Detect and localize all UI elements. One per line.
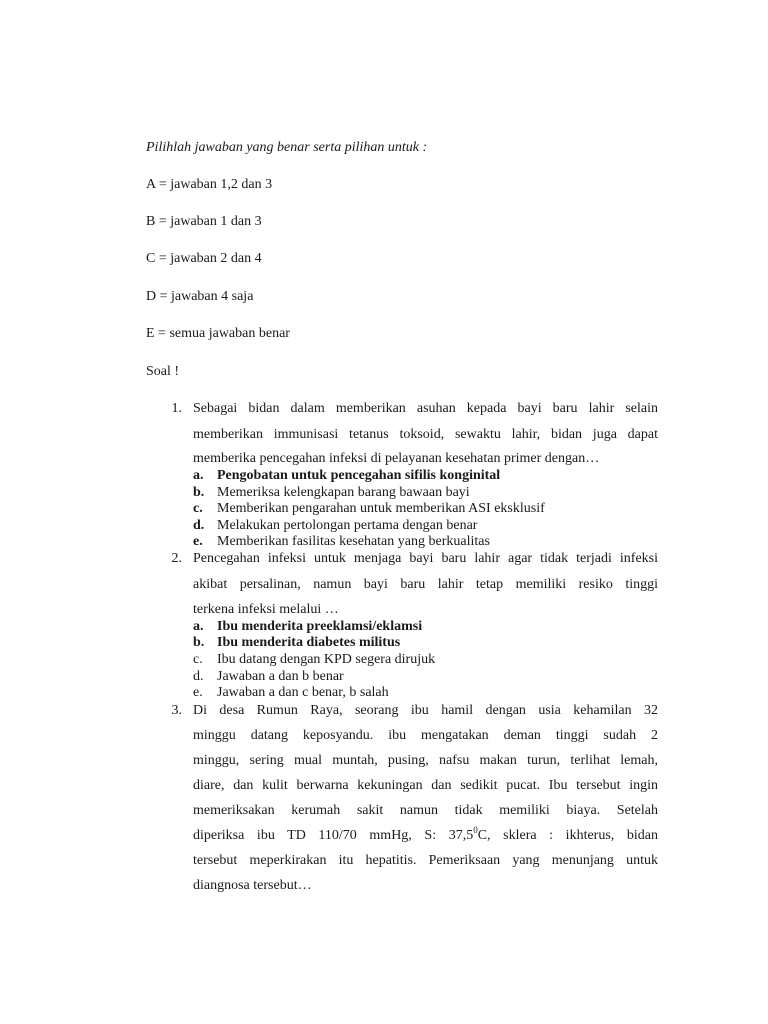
- question-text-line: tersebut meperkirakan itu hepatitis. Pemeriksaan yang menunjang untuk: [193, 853, 658, 868]
- degree-superscript: 0: [473, 825, 478, 835]
- option-e: E = semua jawaban benar: [146, 326, 290, 341]
- question-text-line: Pencegahan infeksi untuk menjaga bayi baru lahir agar tidak terjadi infeksi: [193, 551, 658, 566]
- answer-letter: c.: [193, 501, 203, 516]
- question-text-line: [193, 825, 658, 844]
- question-text-line: minggu, sering mual muntah, pusing, nafsu makan turun, terlihat lemah,: [193, 753, 658, 768]
- answer-text: Pengobatan untuk pencegahan sifilis konginital: [217, 468, 501, 483]
- answer-text: Memeriksa kelengkapan barang bawaan bayi: [217, 485, 470, 500]
- answer-text: Jawaban a dan b benar: [217, 669, 344, 684]
- question-text-line: terkena infeksi melalui …: [193, 602, 339, 617]
- question-text-line: minggu datang keposyandu. ibu mengatakan deman tinggi sudah 2: [193, 728, 658, 743]
- option-b: B = jawaban 1 dan 3: [146, 214, 262, 229]
- answer-letter: b.: [193, 485, 205, 500]
- answer-text: Ibu menderita diabetes militus: [217, 635, 401, 650]
- answer-text: Ibu menderita preeklamsi/eklamsi: [217, 619, 423, 634]
- question-text-line: Di desa Rumun Raya, seorang ibu hamil dengan usia kehamilan 32: [193, 703, 658, 718]
- soal-label: Soal !: [146, 364, 180, 379]
- answer-letter: b.: [193, 635, 205, 650]
- answer-text: Ibu datang dengan KPD segera dirujuk: [217, 652, 436, 667]
- question-number: 1.: [171, 401, 182, 416]
- question-number: 3.: [171, 703, 182, 718]
- line-text: diperiksa ibu TD 110/70 mmHg, S: 37,5: [193, 828, 474, 843]
- answer-letter: d.: [193, 518, 205, 533]
- line-text: C, sklera : ikhterus, bidan: [477, 828, 658, 843]
- answer-text: Jawaban a dan c benar, b salah: [217, 685, 389, 700]
- answer-text: Memberikan fasilitas kesehatan yang berkualitas: [217, 534, 490, 549]
- question-text-line: memberikan immunisasi tetanus toksoid, sewaktu lahir, bidan juga dapat: [193, 427, 658, 442]
- question-text-line: diare, dan kulit berwarna kekuningan dan sedikit pucat. Ibu tersebut ingin: [193, 778, 658, 793]
- answer-text: Memberikan pengarahan untuk memberikan ASI eksklusif: [217, 501, 545, 516]
- answer-letter: e.: [193, 534, 203, 549]
- question-text-line: memeriksakan kerumah sakit namun tidak memiliki biaya. Setelah: [193, 803, 658, 818]
- option-c: C = jawaban 2 dan 4: [146, 251, 262, 266]
- answer-letter: d.: [193, 669, 204, 684]
- option-d: D = jawaban 4 saja: [146, 289, 254, 304]
- answer-letter: e.: [193, 685, 203, 700]
- answer-letter: c.: [193, 652, 203, 667]
- instruction-heading: Pilihlah jawaban yang benar serta pilihan untuk :: [146, 140, 428, 155]
- question-text-line: Sebagai bidan dalam memberikan asuhan kepada bayi baru lahir selain: [193, 401, 658, 416]
- question-text-line: memberika pencegahan infeksi di pelayanan kesehatan primer dengan…: [193, 451, 600, 466]
- answer-text: Melakukan pertolongan pertama dengan benar: [217, 518, 478, 533]
- option-a: A = jawaban 1,2 dan 3: [146, 177, 273, 192]
- question-text-line: diangnosa tersebut…: [193, 878, 312, 893]
- answer-letter: a.: [193, 468, 204, 483]
- answer-letter: a.: [193, 619, 204, 634]
- question-number: 2.: [171, 551, 182, 566]
- question-text-line: akibat persalinan, namun bayi baru lahir tetap memiliki resiko tinggi: [193, 577, 658, 592]
